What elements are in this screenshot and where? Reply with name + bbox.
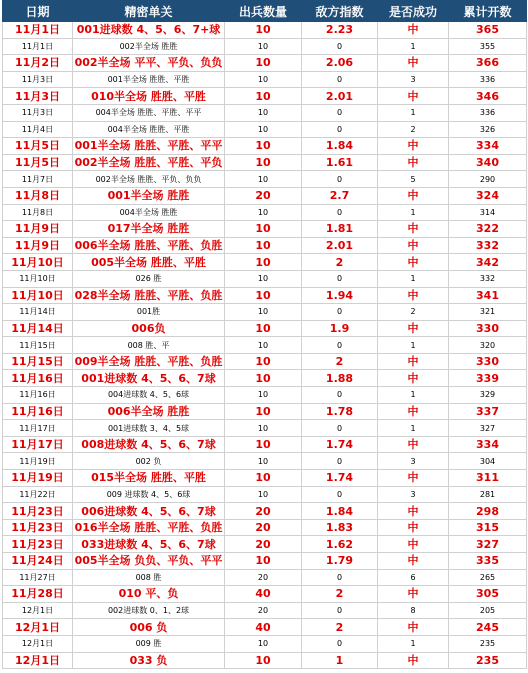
result-cell: 1: [378, 635, 449, 652]
total-cell: 332: [449, 270, 527, 287]
total-cell: 321: [449, 304, 527, 321]
table-row: [3, 619, 527, 636]
result-cell: 1: [378, 420, 449, 437]
odds-cell: 0: [302, 569, 378, 586]
result-cell: 6: [378, 569, 449, 586]
result-cell: 中: [378, 154, 449, 171]
total-cell: 341: [449, 287, 527, 304]
pick-cell: 002 负: [73, 453, 225, 470]
total-cell: 314: [449, 204, 527, 221]
result-cell: 中: [378, 470, 449, 487]
date-cell: 11月10日: [3, 287, 73, 304]
odds-cell: 2.01: [302, 237, 378, 254]
pick-cell: 006 负: [73, 619, 225, 636]
date-cell: 11月3日: [3, 71, 73, 88]
pick-cell: 009 胜: [73, 635, 225, 652]
table-row: [3, 138, 527, 155]
result-cell: 中: [378, 254, 449, 271]
pick-cell: 033进球数 4、5、6、7球: [73, 536, 225, 553]
quantity-cell: 10: [225, 353, 302, 370]
odds-cell: 0: [302, 635, 378, 652]
odds-cell: 1.61: [302, 154, 378, 171]
quantity-cell: 20: [225, 519, 302, 536]
odds-cell: 1.62: [302, 536, 378, 553]
table-row: [3, 287, 527, 304]
quantity-cell: 10: [225, 254, 302, 271]
quantity-cell: 10: [225, 287, 302, 304]
quantity-cell: 10: [225, 470, 302, 487]
date-cell: 11月2日: [3, 55, 73, 72]
quantity-cell: 40: [225, 619, 302, 636]
odds-cell: 1.88: [302, 370, 378, 387]
table-row: [3, 171, 527, 188]
total-cell: 336: [449, 71, 527, 88]
quantity-cell: 10: [225, 403, 302, 420]
odds-cell: 0: [302, 420, 378, 437]
total-cell: 327: [449, 420, 527, 437]
odds-cell: 1.94: [302, 287, 378, 304]
quantity-cell: 40: [225, 586, 302, 603]
odds-cell: 0: [302, 204, 378, 221]
total-cell: 355: [449, 38, 527, 55]
quantity-cell: 10: [225, 138, 302, 155]
odds-cell: 0: [302, 104, 378, 121]
total-cell: 334: [449, 436, 527, 453]
table-row: [3, 337, 527, 354]
odds-cell: 0: [302, 38, 378, 55]
quantity-cell: 20: [225, 602, 302, 619]
total-cell: 235: [449, 652, 527, 669]
result-cell: 1: [378, 337, 449, 354]
total-cell: 320: [449, 337, 527, 354]
total-cell: 330: [449, 353, 527, 370]
date-cell: 11月23日: [3, 536, 73, 553]
pick-cell: 009半全场 胜胜、平胜、负胜: [73, 353, 225, 370]
date-cell: 12月1日: [3, 652, 73, 669]
pick-cell: 015半全场 胜胜、平胜: [73, 470, 225, 487]
odds-cell: 2.01: [302, 88, 378, 105]
quantity-cell: 20: [225, 569, 302, 586]
date-cell: 11月9日: [3, 221, 73, 238]
table-row: [3, 237, 527, 254]
result-cell: 3: [378, 453, 449, 470]
quantity-cell: 10: [225, 436, 302, 453]
date-cell: 11月15日: [3, 353, 73, 370]
result-cell: 1: [378, 387, 449, 404]
table-row: [3, 453, 527, 470]
table-row: [3, 154, 527, 171]
total-cell: 330: [449, 320, 527, 337]
table-row: [3, 602, 527, 619]
table-body: [3, 22, 527, 669]
total-cell: 342: [449, 254, 527, 271]
date-cell: 11月9日: [3, 237, 73, 254]
pick-cell: 006负: [73, 320, 225, 337]
pick-cell: 006进球数 4、5、6、7球: [73, 503, 225, 520]
header-row: [3, 1, 527, 22]
odds-cell: 1.79: [302, 553, 378, 570]
quantity-cell: 10: [225, 204, 302, 221]
odds-cell: 2.7: [302, 187, 378, 204]
result-cell: 8: [378, 602, 449, 619]
quantity-cell: 10: [225, 104, 302, 121]
date-cell: 11月1日: [3, 22, 73, 39]
total-cell: 305: [449, 586, 527, 603]
result-cell: 中: [378, 187, 449, 204]
pick-cell: 005半全场 胜胜、平胜: [73, 254, 225, 271]
header-result: 是否成功: [378, 1, 449, 22]
odds-cell: 1.74: [302, 470, 378, 487]
quantity-cell: 10: [225, 121, 302, 138]
odds-cell: 0: [302, 270, 378, 287]
result-cell: 中: [378, 287, 449, 304]
date-cell: 11月27日: [3, 569, 73, 586]
table-row: [3, 486, 527, 503]
pick-cell: 010 平、负: [73, 586, 225, 603]
table-row: [3, 569, 527, 586]
table-row: [3, 104, 527, 121]
table-row: [3, 71, 527, 88]
pick-cell: 008进球数 4、5、6、7球: [73, 436, 225, 453]
result-cell: 1: [378, 104, 449, 121]
table-row: [3, 304, 527, 321]
date-cell: 11月10日: [3, 270, 73, 287]
total-cell: 304: [449, 453, 527, 470]
odds-cell: 2.23: [302, 22, 378, 39]
header-date: 日期: [3, 1, 73, 22]
table-row: [3, 187, 527, 204]
table-row: [3, 403, 527, 420]
total-cell: 329: [449, 387, 527, 404]
total-cell: 311: [449, 470, 527, 487]
pick-cell: 002半全场 胜胜、平胜、平负: [73, 154, 225, 171]
pick-cell: 006半全场 胜胜、平胜、负胜: [73, 237, 225, 254]
date-cell: 11月4日: [3, 121, 73, 138]
total-cell: 315: [449, 519, 527, 536]
date-cell: 11月16日: [3, 370, 73, 387]
table-row: [3, 370, 527, 387]
odds-cell: 1.83: [302, 519, 378, 536]
quantity-cell: 20: [225, 536, 302, 553]
pick-cell: 004半全场 胜胜、平胜: [73, 121, 225, 138]
date-cell: 11月22日: [3, 486, 73, 503]
result-cell: 中: [378, 503, 449, 520]
result-cell: 中: [378, 586, 449, 603]
date-cell: 11月28日: [3, 586, 73, 603]
result-cell: 中: [378, 370, 449, 387]
quantity-cell: 10: [225, 337, 302, 354]
total-cell: 334: [449, 138, 527, 155]
table-row: [3, 254, 527, 271]
total-cell: 245: [449, 619, 527, 636]
result-cell: 3: [378, 486, 449, 503]
total-cell: 346: [449, 88, 527, 105]
pick-cell: 028半全场 胜胜、平胜、负胜: [73, 287, 225, 304]
result-cell: 中: [378, 237, 449, 254]
pick-cell: 001半全场 胜胜、平胜: [73, 71, 225, 88]
date-cell: 11月5日: [3, 138, 73, 155]
total-cell: 290: [449, 171, 527, 188]
pick-cell: 001进球数 4、5、6、7球: [73, 370, 225, 387]
pick-cell: 008 胜、平: [73, 337, 225, 354]
odds-cell: 0: [302, 121, 378, 138]
table-row: [3, 586, 527, 603]
total-cell: 326: [449, 121, 527, 138]
odds-cell: 1.81: [302, 221, 378, 238]
pick-cell: 001胜: [73, 304, 225, 321]
table-row: [3, 652, 527, 669]
table-row: [3, 635, 527, 652]
date-cell: 11月15日: [3, 337, 73, 354]
date-cell: 12月1日: [3, 635, 73, 652]
quantity-cell: 10: [225, 55, 302, 72]
total-cell: 336: [449, 104, 527, 121]
total-cell: 324: [449, 187, 527, 204]
quantity-cell: 10: [225, 486, 302, 503]
result-cell: 3: [378, 71, 449, 88]
quantity-cell: 10: [225, 71, 302, 88]
result-cell: 1: [378, 270, 449, 287]
result-cell: 2: [378, 304, 449, 321]
pick-cell: 004半全场 胜胜、平胜、平平: [73, 104, 225, 121]
quantity-cell: 10: [225, 221, 302, 238]
date-cell: 11月14日: [3, 320, 73, 337]
result-cell: 中: [378, 320, 449, 337]
quantity-cell: 10: [225, 154, 302, 171]
quantity-cell: 10: [225, 420, 302, 437]
header-pick: 精密单关: [73, 1, 225, 22]
table-row: [3, 436, 527, 453]
table-row: [3, 270, 527, 287]
result-cell: 中: [378, 536, 449, 553]
pick-cell: 001进球数 3、4、5球: [73, 420, 225, 437]
quantity-cell: 10: [225, 387, 302, 404]
result-cell: 中: [378, 55, 449, 72]
quantity-cell: 10: [225, 237, 302, 254]
date-cell: 11月19日: [3, 453, 73, 470]
header-total: 累计开数: [449, 1, 527, 22]
odds-cell: 1.84: [302, 138, 378, 155]
odds-cell: 1.84: [302, 503, 378, 520]
odds-cell: 0: [302, 71, 378, 88]
quantity-cell: 10: [225, 553, 302, 570]
quantity-cell: 10: [225, 370, 302, 387]
result-cell: 中: [378, 138, 449, 155]
results-table: [2, 0, 527, 669]
date-cell: 11月24日: [3, 553, 73, 570]
odds-cell: 0: [302, 337, 378, 354]
quantity-cell: 10: [225, 171, 302, 188]
pick-cell: 033 负: [73, 652, 225, 669]
odds-cell: 0: [302, 171, 378, 188]
odds-cell: 0: [302, 453, 378, 470]
date-cell: 11月19日: [3, 470, 73, 487]
result-cell: 中: [378, 22, 449, 39]
odds-cell: 2: [302, 586, 378, 603]
result-cell: 中: [378, 436, 449, 453]
pick-cell: 002半全场 胜胜、平负、负负: [73, 171, 225, 188]
pick-cell: 005半全场 负负、平负、平平: [73, 553, 225, 570]
odds-cell: 2.06: [302, 55, 378, 72]
table-row: [3, 38, 527, 55]
date-cell: 11月23日: [3, 503, 73, 520]
pick-cell: 026 胜: [73, 270, 225, 287]
table-row: [3, 320, 527, 337]
header-odds: 敌方指数: [302, 1, 378, 22]
total-cell: 340: [449, 154, 527, 171]
date-cell: 12月1日: [3, 619, 73, 636]
table-row: [3, 519, 527, 536]
quantity-cell: 10: [225, 270, 302, 287]
quantity-cell: 10: [225, 88, 302, 105]
odds-cell: 1.78: [302, 403, 378, 420]
odds-cell: 1.74: [302, 436, 378, 453]
odds-cell: 0: [302, 486, 378, 503]
table-row: [3, 503, 527, 520]
total-cell: 337: [449, 403, 527, 420]
total-cell: 327: [449, 536, 527, 553]
table-row: [3, 88, 527, 105]
date-cell: 11月23日: [3, 519, 73, 536]
pick-cell: 006半全场 胜胜: [73, 403, 225, 420]
total-cell: 332: [449, 237, 527, 254]
date-cell: 11月8日: [3, 204, 73, 221]
total-cell: 322: [449, 221, 527, 238]
quantity-cell: 10: [225, 320, 302, 337]
table-row: [3, 204, 527, 221]
header-quantity: 出兵数量: [225, 1, 302, 22]
table-row: [3, 536, 527, 553]
table-row: [3, 55, 527, 72]
table-row: [3, 470, 527, 487]
odds-cell: 2: [302, 254, 378, 271]
result-cell: 中: [378, 403, 449, 420]
quantity-cell: 10: [225, 453, 302, 470]
quantity-cell: 10: [225, 635, 302, 652]
result-cell: 中: [378, 88, 449, 105]
table-row: [3, 553, 527, 570]
pick-cell: 009 进球数 4、5、6球: [73, 486, 225, 503]
odds-cell: 1: [302, 652, 378, 669]
pick-cell: 004半全场 胜胜: [73, 204, 225, 221]
total-cell: 339: [449, 370, 527, 387]
pick-cell: 008 胜: [73, 569, 225, 586]
result-cell: 中: [378, 519, 449, 536]
odds-cell: 0: [302, 387, 378, 404]
result-cell: 1: [378, 204, 449, 221]
date-cell: 11月17日: [3, 436, 73, 453]
date-cell: 11月16日: [3, 387, 73, 404]
date-cell: 11月3日: [3, 104, 73, 121]
total-cell: 366: [449, 55, 527, 72]
odds-cell: 1.9: [302, 320, 378, 337]
table-row: [3, 22, 527, 39]
total-cell: 335: [449, 553, 527, 570]
table-row: [3, 387, 527, 404]
result-cell: 中: [378, 652, 449, 669]
quantity-cell: 20: [225, 187, 302, 204]
date-cell: 11月7日: [3, 171, 73, 188]
total-cell: 205: [449, 602, 527, 619]
pick-cell: 010半全场 胜胜、平胜: [73, 88, 225, 105]
table-row: [3, 353, 527, 370]
date-cell: 11月1日: [3, 38, 73, 55]
pick-cell: 001半全场 胜胜、平胜、平平: [73, 138, 225, 155]
total-cell: 298: [449, 503, 527, 520]
total-cell: 235: [449, 635, 527, 652]
date-cell: 11月5日: [3, 154, 73, 171]
quantity-cell: 10: [225, 652, 302, 669]
quantity-cell: 10: [225, 304, 302, 321]
date-cell: 11月14日: [3, 304, 73, 321]
odds-cell: 0: [302, 304, 378, 321]
quantity-cell: 10: [225, 22, 302, 39]
pick-cell: 001进球数 4、5、6、7+球: [73, 22, 225, 39]
total-cell: 265: [449, 569, 527, 586]
table-row: [3, 420, 527, 437]
total-cell: 281: [449, 486, 527, 503]
date-cell: 11月17日: [3, 420, 73, 437]
table-row: [3, 221, 527, 238]
total-cell: 365: [449, 22, 527, 39]
pick-cell: 004进球数 4、5、6球: [73, 387, 225, 404]
odds-cell: 0: [302, 602, 378, 619]
pick-cell: 001半全场 胜胜: [73, 187, 225, 204]
quantity-cell: 10: [225, 38, 302, 55]
result-cell: 中: [378, 553, 449, 570]
odds-cell: 2: [302, 353, 378, 370]
result-cell: 中: [378, 353, 449, 370]
odds-cell: 2: [302, 619, 378, 636]
result-cell: 中: [378, 221, 449, 238]
table-row: [3, 121, 527, 138]
result-cell: 1: [378, 38, 449, 55]
pick-cell: 002半全场 胜胜: [73, 38, 225, 55]
pick-cell: 017半全场 胜胜: [73, 221, 225, 238]
pick-cell: 002进球数 0、1、2球: [73, 602, 225, 619]
result-cell: 中: [378, 619, 449, 636]
pick-cell: 002半全场 平平、平负、负负: [73, 55, 225, 72]
pick-cell: 016半全场 胜胜、平胜、负胜: [73, 519, 225, 536]
date-cell: 11月8日: [3, 187, 73, 204]
date-cell: 11月16日: [3, 403, 73, 420]
date-cell: 12月1日: [3, 602, 73, 619]
date-cell: 11月10日: [3, 254, 73, 271]
quantity-cell: 20: [225, 503, 302, 520]
result-cell: 2: [378, 121, 449, 138]
result-cell: 5: [378, 171, 449, 188]
date-cell: 11月3日: [3, 88, 73, 105]
